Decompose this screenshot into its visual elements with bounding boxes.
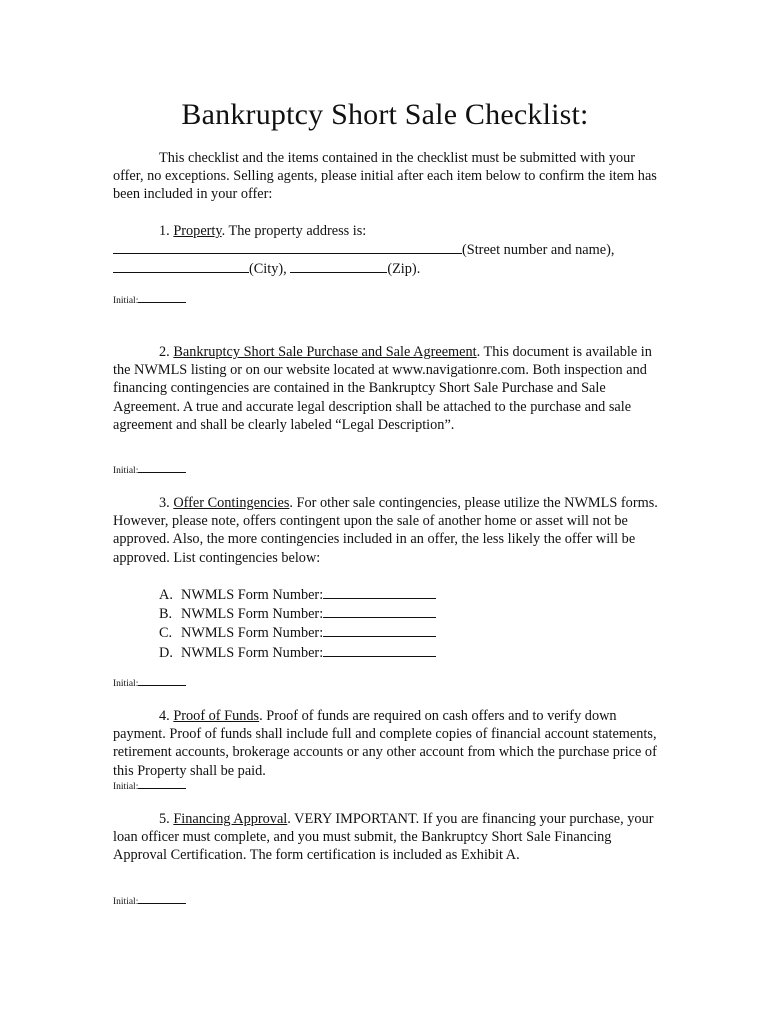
section-financing <box>113 810 661 865</box>
section-contingencies-number: 3. <box>159 495 170 511</box>
list-item <box>159 623 436 642</box>
section-agreement-heading: Bankruptcy Short Sale Purchase and Sale Agreement <box>173 344 477 360</box>
initial-blank[interactable] <box>138 779 186 789</box>
section-agreement-number: 2. <box>159 344 170 360</box>
section-funds-heading: Proof of Funds <box>173 708 260 724</box>
form-number-label: NWMLS Form Number: <box>181 606 324 623</box>
form-number-label: NWMLS Form Number: <box>181 625 324 642</box>
section-property-heading: Property <box>173 223 222 239</box>
document-title: Bankruptcy Short Sale Checklist: <box>181 98 589 131</box>
section-funds-text: . Proof of funds are required on cash offers and to verify down payment. Proof of funds shall include full and complete copies of financial account statements, retirement accounts, brokerage accounts or any other account from which the purchase price of this Property shall be paid. <box>113 708 657 779</box>
intro-paragraph: This checklist and the items contained in the checklist must be submitted with your offer, no exceptions. Selling agents, please initial after each item below to confirm the item has been included in your offer: <box>113 150 657 203</box>
section-contingencies-text: . For other sale contingencies, please utilize the NWMLS forms. However, please note, offers contingent upon the sale of another home or asset will not be approved. Also, the more contingencies included in an offer, the less likely the offer will be approved. List contingencies below: <box>113 495 658 566</box>
city-label: (City), <box>249 261 287 278</box>
list-letter: A. <box>159 587 173 603</box>
section-financing-text: . VERY IMPORTANT. If you are financing your purchase, your loan officer must complete, and you must submit, the Bankruptcy Short Sale Financing Approval Certification. The form certification is included as Exhibit A. <box>113 811 654 864</box>
list-item <box>159 604 436 623</box>
section-agreement <box>113 343 661 434</box>
section-financing-heading: Financing Approval <box>173 811 288 827</box>
section-contingencies-heading: Offer Contingencies <box>173 495 290 511</box>
initial-label: Initial: <box>113 897 139 907</box>
section-agreement-text: . This document is available in the NWMLS listing or on our website located at www.navigationre.com. Both inspection and financing contingencies are contained in the Bankruptcy Short Sale Purchase and Sale Agreement. A true and accurate legal description shall be attached to the purchase and sale agreement and shall be clearly labeled “Legal Description”. <box>113 344 652 433</box>
initial-line-5 <box>113 894 186 908</box>
section-contingencies <box>113 494 661 567</box>
street-address-blank[interactable] <box>113 240 462 254</box>
city-blank[interactable] <box>113 259 249 273</box>
form-number-label: NWMLS Form Number: <box>181 587 324 603</box>
section-funds-number: 4. <box>159 708 170 724</box>
form-number-label: NWMLS Form Number: <box>181 644 324 661</box>
initial-label: Initial: <box>113 296 139 306</box>
initial-blank[interactable] <box>138 676 186 686</box>
initial-line-3 <box>113 676 186 690</box>
form-number-blank-c[interactable] <box>323 623 436 637</box>
list-letter: D. <box>159 644 173 661</box>
initial-line-4 <box>113 779 186 793</box>
list-letter: B. <box>159 606 173 623</box>
initial-label: Initial: <box>113 466 139 476</box>
section-property <box>113 222 661 279</box>
initial-blank[interactable] <box>138 463 186 473</box>
list-item <box>159 585 436 604</box>
form-number-blank-d[interactable] <box>323 643 436 657</box>
section-financing-number: 5. <box>159 811 170 827</box>
form-number-blank-a[interactable] <box>323 585 436 599</box>
initial-line-2 <box>113 463 186 477</box>
zip-label: (Zip). <box>387 261 421 278</box>
initial-blank[interactable] <box>138 894 186 904</box>
form-number-blank-b[interactable] <box>323 604 436 618</box>
initial-line-1 <box>113 293 186 307</box>
initial-label: Initial: <box>113 782 139 792</box>
initial-blank[interactable] <box>138 293 186 303</box>
form-number-list <box>159 585 436 662</box>
street-label: (Street number and name), <box>462 242 615 259</box>
section-property-intro: . The property address is: <box>221 223 367 239</box>
section-funds <box>113 707 661 780</box>
list-item <box>159 643 436 662</box>
list-letter: C. <box>159 625 173 642</box>
initial-label: Initial: <box>113 679 139 689</box>
zip-blank[interactable] <box>290 259 387 273</box>
section-property-number: 1. <box>159 223 170 239</box>
